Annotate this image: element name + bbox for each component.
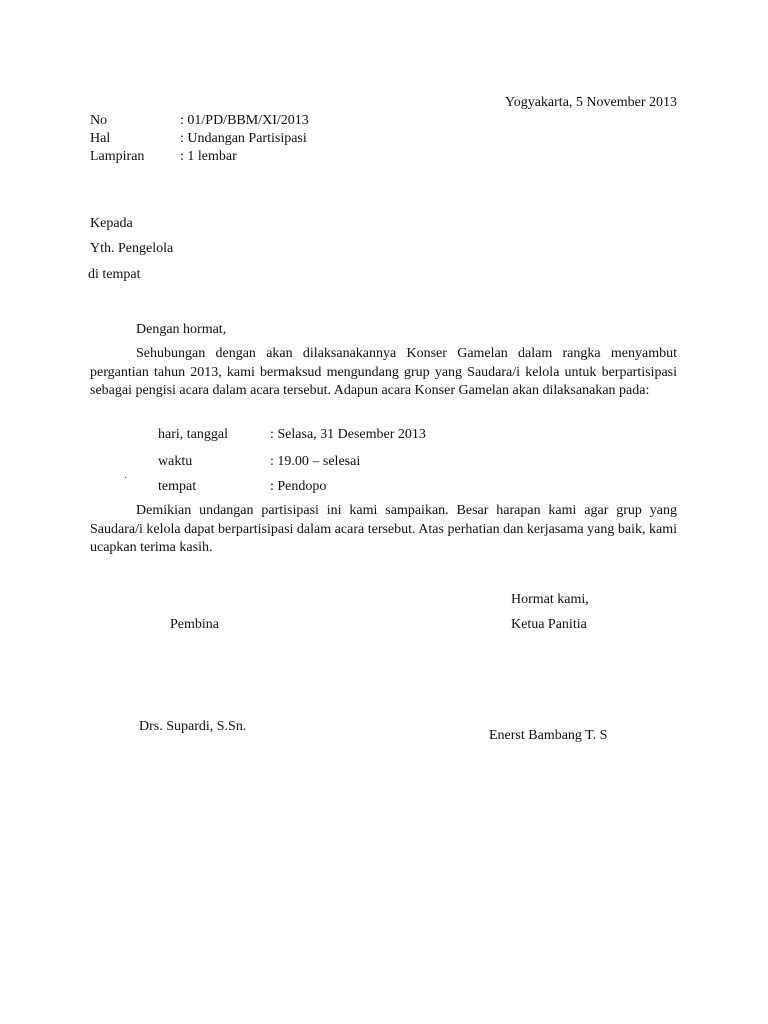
detail-value-place: : Pendopo [270,479,327,494]
right-signatory-name: Enerst Bambang T. S [489,728,608,743]
place-date: Yogyakarta, 5 November 2013 [505,95,677,110]
right-signatory-role: Ketua Panitia [511,617,587,632]
left-signatory-name: Drs. Supardi, S.Sn. [139,719,247,734]
body-paragraph-1: Sehubungan dengan akan dilaksanakannya Konser Gamelan dalam rangka menyambut pergantian tahun 2013, kami bermaksud mengundang grup yang Saudara/i kelola untuk berpartisipasi sebagai pengisi acara dalam acara tersebut. Adapun acara Konser Gamelan akan dilaksanakan pada: [90,346,677,398]
body-paragraph-2: Demikian undangan partisipasi ini kami sampaikan. Besar harapan kami agar grup yang Saudara/i kelola dapat berpartisipasi dalam acara tersebut. Atas perhatian dan kerjasama yang baik, kami ucapkan terima kasih. [90,503,677,555]
closing-salutation: Hormat kami, [511,592,589,607]
meta-label-no: No [90,113,108,128]
detail-label-place: tempat [158,479,197,494]
left-signatory-role: Pembina [170,617,219,632]
recipient-to: Kepada [90,216,133,231]
recipient-name: Yth. Pengelola [90,241,174,256]
detail-value-time: : 19.00 – selesai [270,454,361,469]
detail-label-time: waktu [158,454,193,469]
meta-label-lampiran: Lampiran [90,149,145,164]
meta-value-hal: : Undangan Partisipasi [180,131,307,146]
meta-label-hal: Hal [90,131,111,146]
meta-value-lampiran: : 1 lembar [180,149,237,164]
detail-label-date: hari, tanggal [158,427,228,442]
detail-value-date: : Selasa, 31 Desember 2013 [270,427,426,442]
stray-mark: ˙ [124,476,128,487]
greeting: Dengan hormat, [136,322,227,337]
recipient-location: di tempat [88,267,141,282]
meta-value-no: : 01/PD/BBM/XI/2013 [180,113,309,128]
